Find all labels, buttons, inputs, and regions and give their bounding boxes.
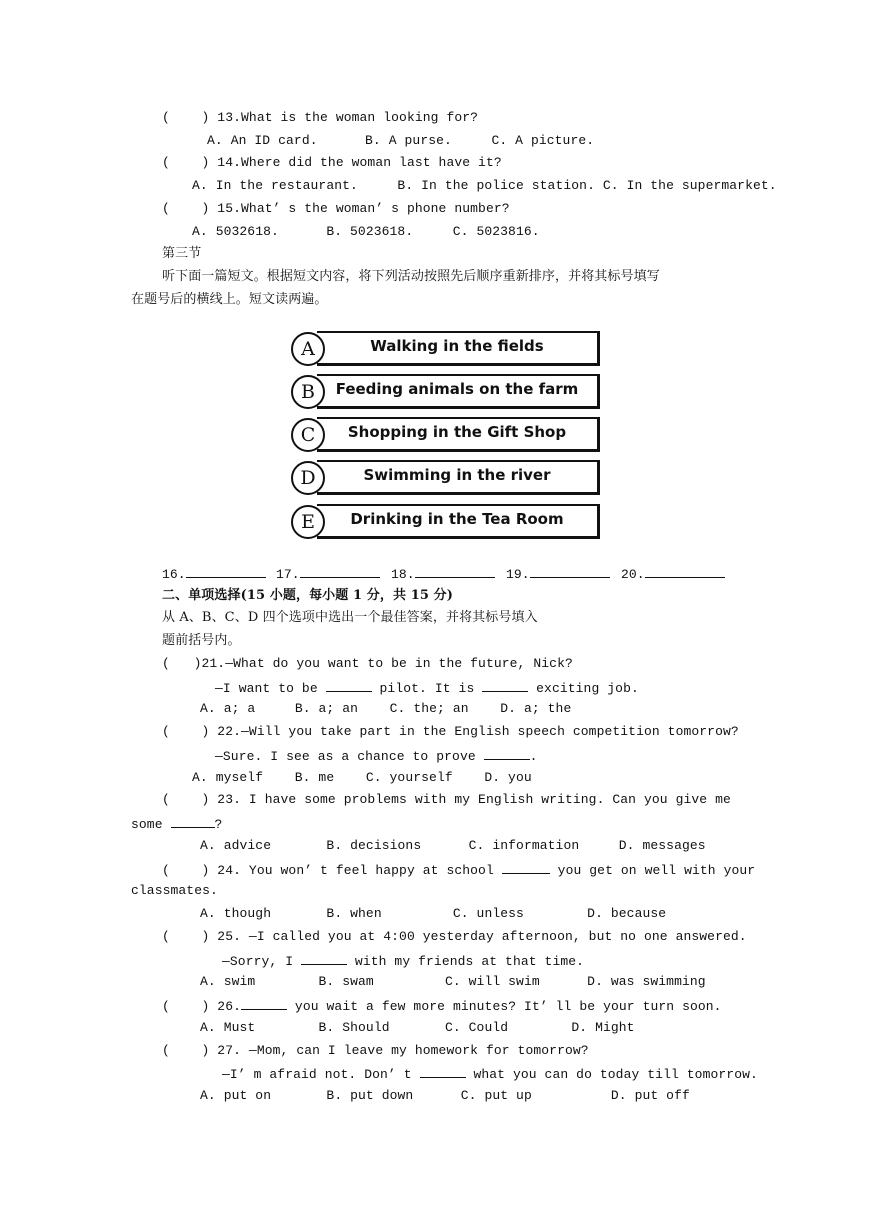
q15-options: A. 5032618. B. 5023618. C. 5023816. bbox=[192, 224, 540, 239]
q25-line2 bbox=[222, 952, 584, 970]
q27-text-a: —I’ m afraid not. Don’ t bbox=[222, 1067, 420, 1082]
q27-options: A. put on B. put down C. put up D. put off bbox=[200, 1088, 690, 1103]
q24-text-b: you get on well with your bbox=[549, 863, 756, 878]
q21-text-a: —I want to be bbox=[215, 681, 326, 696]
answer-18 bbox=[391, 565, 495, 583]
activity-letter-d: D bbox=[291, 461, 325, 495]
answer-17-blank[interactable] bbox=[300, 565, 380, 578]
q24-options: A. though B. when C. unless D. because bbox=[200, 906, 667, 921]
q21-blank-2[interactable] bbox=[482, 679, 528, 692]
q15-stem: ( ) 15.What’ s the woman’ s phone number? bbox=[162, 201, 510, 216]
answer-17 bbox=[276, 565, 380, 583]
q24-blank[interactable] bbox=[502, 861, 550, 874]
q24-stem-a bbox=[162, 861, 755, 879]
section3-instruction-1: 听下面一篇短文。根据短文内容，将下列活动按照先后顺序重新排序，并将其标号填写 bbox=[162, 269, 660, 284]
activity-b bbox=[291, 374, 603, 410]
q26-text-b: you wait a few more minutes? It’ ll be your turn soon. bbox=[287, 999, 722, 1014]
activity-label-d: Swimming in the river bbox=[363, 466, 551, 484]
answer-20-num: 20. bbox=[621, 567, 645, 582]
answer-16-num: 16. bbox=[162, 567, 186, 582]
q14-options: A. In the restaurant. B. In the police station. C. In the supermarket. bbox=[192, 178, 777, 193]
q27-stem: ( ) 27. —Mom, can I leave my homework for tomorrow? bbox=[162, 1043, 589, 1058]
answer-19 bbox=[506, 565, 610, 583]
section3-instruction-2: 在题号后的横线上。短文读两遍。 bbox=[131, 292, 328, 307]
q13-stem: ( ) 13.What is the woman looking for? bbox=[162, 110, 479, 125]
activity-letter-b: B bbox=[291, 375, 325, 409]
q25-options: A. swim B. swam C. will swim D. was swimming bbox=[200, 974, 706, 989]
activity-d bbox=[291, 460, 603, 496]
answer-18-blank[interactable] bbox=[415, 565, 495, 578]
q24-stem-b: classmates. bbox=[131, 883, 218, 898]
q21-text-c: exciting job. bbox=[528, 681, 639, 696]
answer-17-num: 17. bbox=[276, 567, 300, 582]
part2-instruction-2: 题前括号内。 bbox=[162, 633, 241, 648]
q23-text-b: ? bbox=[214, 817, 223, 832]
q23-stem-a: ( ) 23. I have some problems with my English writing. Can you give me bbox=[162, 792, 731, 807]
q22-text-b: . bbox=[529, 749, 538, 764]
part2-title: 二、单项选择(15 小题，每小题 1 分，共 15 分) bbox=[162, 588, 453, 603]
activity-letter-a: A bbox=[291, 332, 325, 366]
answer-16-blank[interactable] bbox=[186, 565, 266, 578]
q26-blank[interactable] bbox=[241, 997, 287, 1010]
activity-label-c: Shopping in the Gift Shop bbox=[347, 423, 567, 441]
q22-options: A. myself B. me C. yourself D. you bbox=[192, 770, 532, 785]
q24-text-a: ( ) 24. You won’ t feel happy at school bbox=[162, 863, 502, 878]
q22-line2 bbox=[215, 747, 538, 765]
q22-blank[interactable] bbox=[484, 747, 530, 760]
q23-text-a: some bbox=[131, 817, 171, 832]
q23-blank[interactable] bbox=[171, 815, 215, 828]
activity-a bbox=[291, 331, 603, 367]
activity-letter-e: E bbox=[291, 505, 325, 539]
q23-options: A. advice B. decisions C. information D. messages bbox=[200, 838, 706, 853]
q27-text-b: what you can do today till tomorrow. bbox=[465, 1067, 758, 1082]
activity-letter-c: C bbox=[291, 418, 325, 452]
q21-line2 bbox=[215, 679, 639, 697]
q14-stem: ( ) 14.Where did the woman last have it? bbox=[162, 155, 502, 170]
activity-label-b: Feeding animals on the farm bbox=[335, 380, 579, 398]
activity-label-a: Walking in the fields bbox=[370, 337, 544, 355]
q25-text-b: with my friends at that time. bbox=[347, 954, 585, 969]
q23-stem-b bbox=[131, 815, 222, 833]
q25-text-a: —Sorry, I bbox=[222, 954, 302, 969]
answer-19-num: 19. bbox=[506, 567, 530, 582]
q25-blank[interactable] bbox=[301, 952, 347, 965]
answer-16 bbox=[162, 565, 266, 583]
answer-18-num: 18. bbox=[391, 567, 415, 582]
activity-c bbox=[291, 417, 603, 453]
q25-stem: ( ) 25. —I called you at 4:00 yesterday afternoon, but no one answered. bbox=[162, 929, 747, 944]
q26-options: A. Must B. Should C. Could D. Might bbox=[200, 1020, 635, 1035]
answer-20-blank[interactable] bbox=[645, 565, 725, 578]
q21-stem: ( )21.—What do you want to be in the future, Nick? bbox=[162, 656, 573, 671]
q21-text-b: pilot. It is bbox=[371, 681, 483, 696]
q26-stem bbox=[162, 997, 722, 1015]
q27-blank[interactable] bbox=[420, 1065, 466, 1078]
q21-blank-1[interactable] bbox=[326, 679, 372, 692]
q13-options: A. An ID card. B. A purse. C. A picture. bbox=[207, 133, 595, 148]
section3-title: 第三节 bbox=[162, 246, 202, 261]
activity-label-e: Drinking in the Tea Room bbox=[350, 510, 564, 528]
q22-text-a: —Sure. I see as a chance to prove bbox=[215, 749, 484, 764]
q27-line2 bbox=[222, 1065, 758, 1083]
answer-20 bbox=[621, 565, 725, 583]
part2-instruction-1: 从 A、B、C、D 四个选项中选出一个最佳答案，并将其标号填入 bbox=[162, 610, 538, 625]
q22-stem: ( ) 22.—Will you take part in the English speech competition tomorrow? bbox=[162, 724, 739, 739]
activity-e bbox=[291, 504, 603, 540]
q26-text-a: ( ) 26. bbox=[162, 999, 242, 1014]
q21-options: A. a; a B. a; an C. the; an D. a; the bbox=[200, 701, 572, 716]
answer-19-blank[interactable] bbox=[530, 565, 610, 578]
